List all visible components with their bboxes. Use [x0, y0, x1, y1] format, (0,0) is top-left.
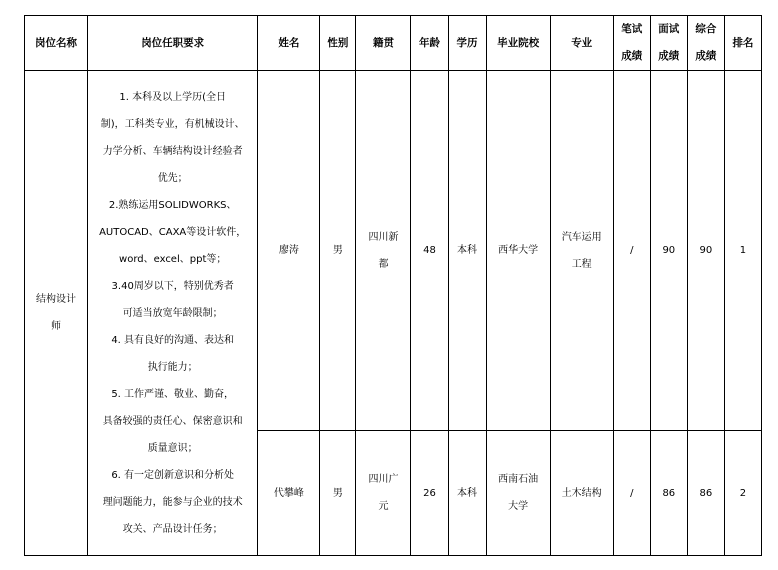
candidate-age: 48 — [411, 71, 448, 431]
requirement-line: 执行能力； — [147, 361, 198, 373]
candidate-interview-score: 86 — [650, 431, 687, 556]
candidate-written-score: / — [613, 71, 650, 431]
candidate-school-line1: 西华大学 — [498, 245, 539, 256]
candidate-score-table — [24, 15, 762, 556]
header-education: 学历 — [448, 16, 486, 71]
requirements-cell — [88, 71, 258, 556]
candidate-school-line1: 西南石油 — [498, 474, 539, 485]
position-line2: 师 — [51, 321, 62, 332]
candidate-interview-score: 90 — [650, 71, 687, 431]
header-row — [25, 16, 762, 71]
candidate-school — [486, 71, 550, 431]
candidate-school-line2: 大学 — [508, 501, 529, 512]
header-written-score — [613, 16, 650, 71]
candidate-origin-line1: 四川新 — [368, 231, 399, 243]
header-school: 毕业院校 — [486, 16, 550, 71]
candidate-education: 本科 — [448, 71, 486, 431]
requirement-line: 5. 工作严谨、敬业、勤奋， — [111, 388, 235, 400]
requirement-line: 6. 有一定创新意识和分析处 — [111, 469, 235, 481]
requirement-line: 质量意识； — [147, 442, 198, 454]
candidate-name: 代攀峰 — [258, 431, 320, 556]
header-written-line1: 笔试 — [621, 23, 643, 35]
requirement-line: 力学分析、车辆结构设计经验者 — [102, 145, 243, 157]
header-interview-line2: 成绩 — [658, 50, 680, 62]
candidate-origin-line2: 都 — [378, 258, 389, 270]
header-interview-line1: 面试 — [658, 23, 680, 35]
requirement-line: 理问题能力，能参与企业的技术 — [102, 496, 243, 508]
candidate-gender: 男 — [320, 71, 356, 431]
table-row — [25, 71, 762, 431]
candidate-overall-score: 90 — [687, 71, 724, 431]
requirement-line: 优先； — [157, 172, 188, 184]
header-requirements: 岗位任职要求 — [88, 16, 258, 71]
requirement-line: word、excel、ppt等； — [119, 253, 227, 265]
candidate-written-score: / — [613, 431, 650, 556]
requirement-line: 4. 具有良好的沟通、表达和 — [111, 334, 235, 346]
candidate-major-line1: 土木结构 — [561, 487, 602, 499]
requirement-line: 制)，工科类专业，有机械设计、 — [100, 118, 245, 130]
position-cell — [25, 71, 88, 556]
header-major: 专业 — [550, 16, 613, 71]
candidate-major-line2: 工程 — [571, 258, 592, 270]
candidate-major-line1: 汽车运用 — [561, 231, 602, 243]
candidate-age: 26 — [411, 431, 448, 556]
header-written-line2: 成绩 — [621, 50, 643, 62]
requirement-line: AUTOCAD、CAXA等设计软件， — [99, 226, 247, 238]
header-overall-score — [687, 16, 724, 71]
header-age: 年龄 — [411, 16, 448, 71]
candidate-name: 廖涛 — [258, 71, 320, 431]
header-overall-line1: 综合 — [695, 23, 717, 35]
requirement-line: 可适当放宽年龄限制； — [122, 307, 223, 319]
candidate-origin-line1: 四川广 — [368, 474, 399, 485]
candidate-major — [550, 431, 613, 556]
requirement-line: 具备较强的责任心、保密意识和 — [102, 415, 243, 427]
requirement-line: 3.40周岁以下，特别优秀者 — [111, 280, 234, 292]
candidate-major — [550, 71, 613, 431]
candidate-education: 本科 — [448, 431, 486, 556]
candidate-origin — [356, 71, 411, 431]
candidate-rank: 1 — [724, 71, 761, 431]
candidate-gender: 男 — [320, 431, 356, 556]
header-position: 岗位名称 — [25, 16, 88, 71]
header-overall-line2: 成绩 — [695, 50, 717, 62]
header-interview-score — [650, 16, 687, 71]
position-line1: 结构设计 — [36, 294, 77, 305]
candidate-origin-line2: 元 — [378, 501, 389, 512]
requirement-line: 攻关、产品设计任务； — [122, 523, 223, 535]
candidate-overall-score: 86 — [687, 431, 724, 556]
header-origin: 籍贯 — [356, 16, 411, 71]
header-gender: 性别 — [320, 16, 356, 71]
candidate-origin — [356, 431, 411, 556]
header-name: 姓名 — [258, 16, 320, 71]
requirement-line: 1. 本科及以上学历(全日 — [119, 91, 226, 103]
candidate-rank: 2 — [724, 431, 761, 556]
header-rank: 排名 — [724, 16, 761, 71]
requirement-line: 2.熟练运用SOLIDWORKS、 — [108, 199, 237, 211]
candidate-school — [486, 431, 550, 556]
